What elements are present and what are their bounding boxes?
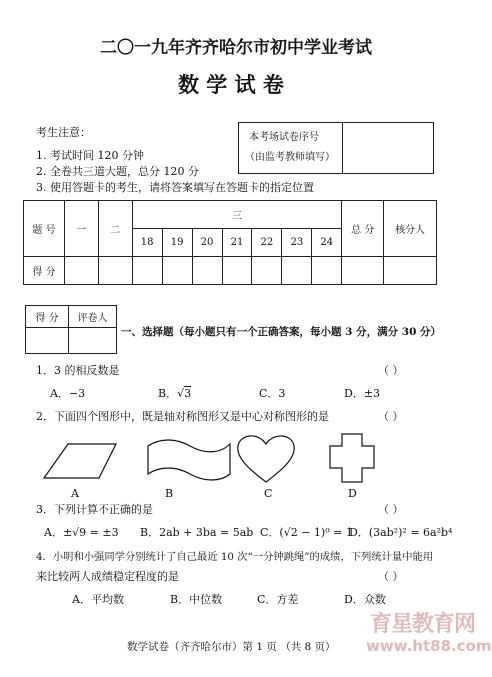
score-cell[interactable] [192, 257, 222, 285]
q3-stem: 3．下列计算不正确的是 [36, 503, 153, 516]
q1-answer-paren[interactable]: （ ） [378, 364, 404, 377]
q2-stem: 2．下面四个图形中，既是轴对称图形又是中心对称图形的是 [36, 410, 329, 423]
exam-title: 二〇一九年齐齐哈尔市初中学业考试 [100, 38, 372, 58]
q2-answer-paren[interactable]: （ ） [378, 410, 404, 423]
section-1-title: 一、选择题（每小题只有一个正确答案，每小题 3 分，满分 30 分） [121, 326, 442, 338]
q1-option-a: A．−3 [50, 387, 86, 400]
notice-item-2: 2. 全卷共三道大题，总分 120 分 [36, 165, 199, 178]
q2-label-b: B [165, 487, 174, 500]
header-part-1: 一 [64, 201, 98, 257]
grader-label: 评卷人 [69, 306, 117, 328]
seat-number-label: 本考场试卷序号 [249, 132, 319, 143]
grader-name-cell[interactable] [69, 328, 117, 354]
score-cell[interactable] [282, 257, 312, 285]
cross-figure [330, 434, 374, 482]
q2-label-c: C [264, 487, 273, 500]
wave-flag-figure [148, 440, 230, 480]
q4-stem-line-2: 来比较两人成绩稳定程度的是 [36, 570, 179, 583]
q4-option-d: D．众数 [344, 593, 386, 606]
parallelogram-figure [44, 444, 116, 478]
q4-option-c: C．方差 [257, 593, 299, 606]
header-part-2: 二 [98, 201, 132, 257]
header-q19: 19 [162, 229, 192, 257]
watermark-url: www.ht88.com [366, 637, 492, 655]
page-footer: 数学试卷（齐齐哈尔市）第 1 页 （共 8 页） [127, 641, 336, 653]
q1-option-b [158, 387, 191, 401]
header-q22: 22 [252, 229, 282, 257]
score-cell[interactable] [162, 257, 192, 285]
score-cell[interactable] [98, 257, 132, 285]
score-cell[interactable] [132, 257, 162, 285]
q2-label-d: D [348, 487, 357, 500]
sqrt-icon: √ [177, 387, 185, 400]
q3-option-c: C．(√2 − 1)⁰ = 1 [260, 526, 353, 539]
q4-option-b: B．中位数 [170, 593, 223, 606]
seat-number-note: （由监考教师填写） [245, 152, 335, 163]
grader-box [25, 305, 117, 354]
q1-option-b-radicand: 3 [184, 387, 192, 400]
header-q20: 20 [192, 229, 222, 257]
q1-stem: 1．3 的相反数是 [36, 364, 120, 377]
header-total: 总 分 [342, 201, 384, 257]
q1-option-b-label: B． [158, 387, 178, 400]
header-checker: 核分人 [384, 201, 437, 257]
score-cell[interactable] [384, 257, 437, 285]
score-cell[interactable] [312, 257, 342, 285]
score-cell[interactable] [222, 257, 252, 285]
grader-score-label: 得 分 [26, 306, 69, 328]
q2-label-a: A [71, 487, 79, 500]
watermark-cn: 育星教育网 [370, 612, 476, 637]
q4-option-a: A．平均数 [72, 593, 124, 606]
grader-score-cell[interactable] [26, 328, 69, 354]
q3-option-b: B．2ab + 3ba = 5ab [140, 526, 254, 539]
q1-option-c: C．3 [259, 387, 286, 400]
header-part-3: 三 [132, 201, 342, 229]
header-q23: 23 [282, 229, 312, 257]
row-score-label: 得 分 [24, 257, 65, 285]
score-cell[interactable] [64, 257, 98, 285]
q4-stem-line-1: 4．小明和小强同学分别统计了自己最近 10 次“一分钟跳绳”的成绩，下列统计量中能用 [36, 551, 434, 563]
seat-number-box [238, 122, 434, 174]
header-q18: 18 [132, 229, 162, 257]
exam-subtitle: 数 学 试 卷 [178, 72, 284, 97]
q3-option-d: D．(3ab²)² = 6a²b⁴ [349, 526, 453, 539]
notice-item-1: 1. 考试时间 120 分钟 [36, 149, 144, 162]
header-q21: 21 [222, 229, 252, 257]
header-q24: 24 [312, 229, 342, 257]
q3-option-a: A．±√9 = ±3 [44, 526, 119, 539]
q1-option-d: D．±3 [344, 387, 381, 400]
score-table [23, 200, 437, 285]
seat-number-field[interactable] [343, 123, 433, 173]
notice-heading: 考生注意： [36, 126, 91, 139]
heart-figure [238, 436, 294, 482]
q4-answer-paren[interactable]: （ ） [378, 570, 404, 583]
q2-figures [0, 430, 473, 490]
header-question: 题 号 [24, 201, 65, 257]
score-cell[interactable] [342, 257, 384, 285]
q3-answer-paren[interactable]: （ ） [378, 503, 404, 516]
score-cell[interactable] [252, 257, 282, 285]
notice-item-3: 3. 使用答题卡的考生，请将答案填写在答题卡的指定位置 [36, 181, 314, 194]
